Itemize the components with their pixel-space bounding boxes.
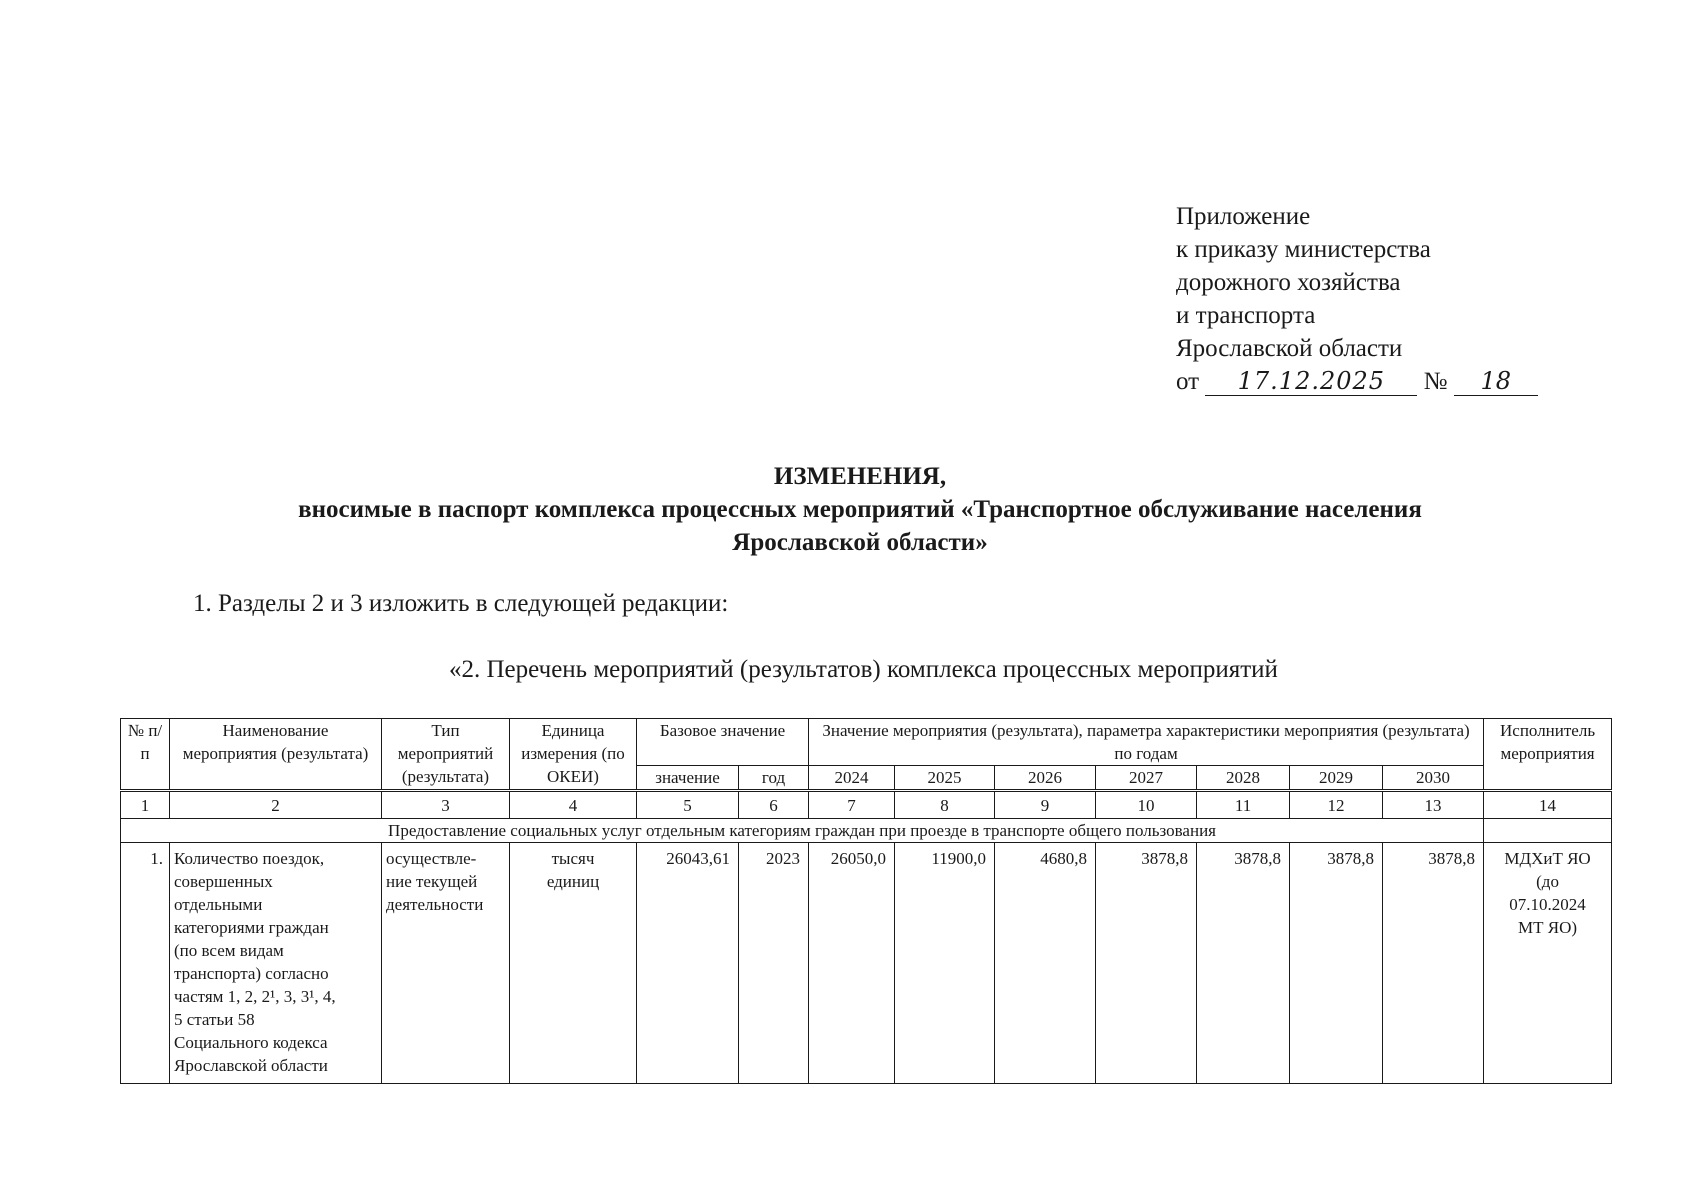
appendix-line: Приложение: [1176, 203, 1311, 230]
row-name-line: Ярославской области: [174, 1056, 328, 1075]
column-number: 5: [637, 791, 739, 819]
row-value-2024: 26050,0: [809, 843, 895, 1084]
column-number: 6: [739, 791, 809, 819]
column-number: 12: [1290, 791, 1383, 819]
appendix-block: [1176, 200, 1538, 398]
row-type-line: ние текущей: [386, 872, 478, 891]
column-number: 9: [995, 791, 1096, 819]
row-type: [382, 843, 510, 1084]
row-executor: [1484, 843, 1612, 1084]
row-name-line: отдельными: [174, 895, 263, 914]
row-name-line: совершенных: [174, 872, 273, 891]
section-empty-cell: [1484, 819, 1612, 843]
title-main: ИЗМЕНЕНИЯ,: [773, 463, 947, 490]
title-subtitle-line-1: вносимые в паспорт комплекса процессных мероприятий «Транспортное обслуживание населения: [298, 496, 1422, 523]
row-unit-line: тысяч: [551, 849, 595, 868]
title-subtitle-line-2: Ярославской области»: [732, 529, 988, 556]
number-prefix: №: [1423, 368, 1448, 395]
row-executor-line: МТ ЯО): [1518, 918, 1578, 937]
header-unit: Единица измерения (по ОКЕИ): [510, 719, 637, 791]
column-number: 3: [382, 791, 510, 819]
date-prefix: от: [1176, 368, 1200, 395]
table-row: [121, 843, 1612, 1084]
row-value-2025: 11900,0: [895, 843, 995, 1084]
row-no: 1.: [121, 843, 170, 1084]
column-number: 14: [1484, 791, 1612, 819]
appendix-line: к приказу министерства: [1176, 236, 1431, 263]
row-executor-line: 07.10.2024: [1509, 895, 1586, 914]
header-base-year: год: [739, 766, 809, 791]
row-name-line: категориями граждан: [174, 918, 329, 937]
section-title: Предоставление социальных услуг отдельным категориям граждан при проезде в транспорте общего пользования: [121, 819, 1484, 843]
measures-table: [120, 718, 1612, 1084]
handwritten-date: 17.12.2025: [1205, 367, 1417, 396]
row-name: [170, 843, 382, 1084]
row-type-line: деятельности: [386, 895, 484, 914]
column-number-row: [121, 791, 1612, 819]
header-no: № п/п: [121, 719, 170, 791]
column-number: 4: [510, 791, 637, 819]
column-number: 2: [170, 791, 382, 819]
column-number: 10: [1096, 791, 1197, 819]
row-unit-line: единиц: [546, 872, 600, 891]
row-value-2026: 4680,8: [995, 843, 1096, 1084]
row-name-line: транспорта) согласно: [174, 964, 329, 983]
row-executor-line: (до: [1536, 872, 1559, 891]
handwritten-number: 18: [1454, 367, 1538, 396]
header-base-value: значение: [637, 766, 739, 791]
column-number: 8: [895, 791, 995, 819]
column-number: 1: [121, 791, 170, 819]
row-value-2029: 3878,8: [1290, 843, 1383, 1084]
header-executor: Исполнитель мероприятия: [1484, 719, 1612, 791]
section-row: [121, 819, 1612, 843]
header-name: Наименование мероприятия (результата): [170, 719, 382, 791]
appendix-line: и транспорта: [1176, 302, 1316, 329]
row-value-2027: 3878,8: [1096, 843, 1197, 1084]
row-base-year: 2023: [739, 843, 809, 1084]
row-unit: [510, 843, 637, 1084]
row-name-line: 5 статьи 58: [174, 1010, 255, 1029]
row-name-line: (по всем видам: [174, 941, 284, 960]
header-year: 2027: [1096, 766, 1197, 791]
document-title: [120, 460, 1600, 559]
header-year: 2029: [1290, 766, 1383, 791]
row-type-line: осуществле-: [386, 849, 477, 868]
header-values: Значение мероприятия (результата), параметра характеристики мероприятия (результата) по годам: [809, 719, 1484, 766]
header-year: 2030: [1383, 766, 1484, 791]
column-number: 7: [809, 791, 895, 819]
row-name-line: частям 1, 2, 2¹, 3, 3¹, 4,: [174, 987, 336, 1006]
column-number: 11: [1197, 791, 1290, 819]
column-number: 13: [1383, 791, 1484, 819]
appendix-line: Ярославской области: [1176, 335, 1403, 362]
row-value-2030: 3878,8: [1383, 843, 1484, 1084]
section-heading: «2. Перечень мероприятий (результатов) комплекса процессных мероприятий: [449, 656, 1278, 683]
header-year: 2026: [995, 766, 1096, 791]
header-year: 2024: [809, 766, 895, 791]
row-name-line: Социального кодекса: [174, 1033, 328, 1052]
row-value-2028: 3878,8: [1197, 843, 1290, 1084]
header-year: 2025: [895, 766, 995, 791]
instruction-text: 1. Разделы 2 и 3 изложить в следующей редакции:: [193, 590, 729, 617]
appendix-line: дорожного хозяйства: [1176, 269, 1401, 296]
header-type: Тип мероприятий (результата): [382, 719, 510, 791]
appendix-date-line: [1176, 365, 1538, 398]
row-name-line: Количество поездок,: [174, 849, 325, 868]
row-base-value: 26043,61: [637, 843, 739, 1084]
header-row-1: [121, 719, 1612, 766]
header-year: 2028: [1197, 766, 1290, 791]
row-executor-line: МДХиТ ЯО: [1504, 849, 1591, 868]
header-base: Базовое значение: [637, 719, 809, 766]
